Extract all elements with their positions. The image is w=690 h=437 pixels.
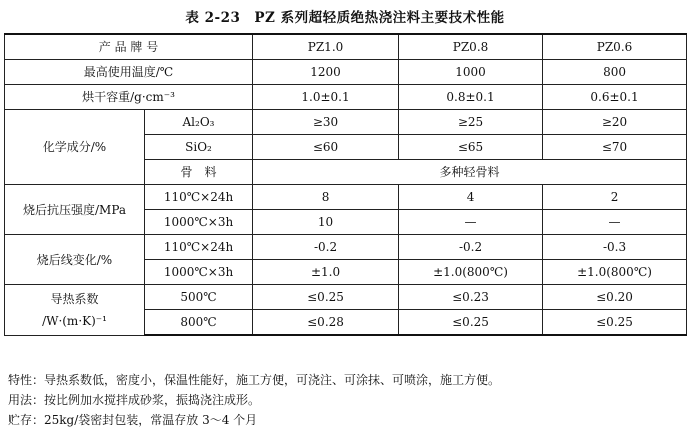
value-cell: 多种轻骨料 — [253, 160, 687, 185]
row-label: 烘干容重/g·cm⁻³ — [5, 85, 253, 110]
value-cell: ≤0.25 — [253, 285, 399, 310]
sub-label: 1000℃×3h — [145, 210, 253, 235]
value-cell: ±1.0(800℃) — [399, 260, 543, 285]
value-cell: 0.6±0.1 — [543, 85, 687, 110]
value-cell: ≥20 — [543, 110, 687, 135]
value-cell: -0.2 — [253, 235, 399, 260]
sub-label: 800℃ — [145, 310, 253, 336]
spec-table — [4, 33, 687, 336]
sub-label: 110℃×24h — [145, 235, 253, 260]
value-cell: ≤0.25 — [399, 310, 543, 336]
value-cell: ≤0.25 — [543, 310, 687, 336]
value-cell: -0.2 — [399, 235, 543, 260]
value-cell: — — [543, 210, 687, 235]
sub-label: 1000℃×3h — [145, 260, 253, 285]
table-row — [5, 34, 687, 60]
table-title: 表 2-23 PZ 系列超轻质绝热浇注料主要技术性能 — [185, 10, 505, 26]
table-row — [5, 185, 687, 210]
value-cell: 1200 — [253, 60, 399, 85]
value-cell: ≤0.23 — [399, 285, 543, 310]
note-usage: 用法：按比例加水搅拌成砂浆，振捣浇注成形。 — [8, 393, 261, 407]
value-cell: 1000 — [399, 60, 543, 85]
value-cell: ≤70 — [543, 135, 687, 160]
value-cell: 8 — [253, 185, 399, 210]
value-cell: ≥30 — [253, 110, 399, 135]
value-cell: ±1.0 — [253, 260, 399, 285]
value-cell: 2 — [543, 185, 687, 210]
table-row — [5, 235, 687, 260]
table-row — [5, 285, 687, 310]
row-label: 烧后线变化/% — [5, 235, 145, 285]
note-features: 特性：导热系数低，密度小，保温性能好，施工方便，可浇注、可涂抹、可喷涂，施工方便。 — [8, 373, 501, 387]
value-cell: 4 — [399, 185, 543, 210]
conductivity-label-line1: 导热系数 — [50, 291, 99, 306]
table-row — [5, 60, 687, 85]
value-cell: ≤65 — [399, 135, 543, 160]
notes — [8, 370, 500, 430]
value-cell: 1.0±0.1 — [253, 85, 399, 110]
sub-label: SiO₂ — [145, 135, 253, 160]
row-label — [5, 285, 145, 336]
value-cell: ≤60 — [253, 135, 399, 160]
sub-label: 110℃×24h — [145, 185, 253, 210]
note-storage: 贮存：25kg/袋密封包装，常温存放 3～4 个月 — [8, 413, 258, 427]
table-row — [5, 85, 687, 110]
value-cell: ≤0.20 — [543, 285, 687, 310]
value-cell: — — [399, 210, 543, 235]
header-label: 产 品 牌 号 — [5, 34, 253, 60]
row-label: 最高使用温度/℃ — [5, 60, 253, 85]
value-cell: ≤0.28 — [253, 310, 399, 336]
sub-label: 500℃ — [145, 285, 253, 310]
row-label: 化学成分/% — [5, 110, 145, 185]
grade-cell: PZ0.6 — [543, 34, 687, 60]
conductivity-label-line2: /W·(m·K)⁻¹ — [42, 313, 107, 328]
value-cell: 800 — [543, 60, 687, 85]
grade-cell: PZ1.0 — [253, 34, 399, 60]
table-row — [5, 110, 687, 135]
grade-cell: PZ0.8 — [399, 34, 543, 60]
sub-label: Al₂O₃ — [145, 110, 253, 135]
sub-label: 骨 料 — [145, 160, 253, 185]
value-cell: ±1.0(800℃) — [543, 260, 687, 285]
value-cell: 10 — [253, 210, 399, 235]
value-cell: 0.8±0.1 — [399, 85, 543, 110]
value-cell: ≥25 — [399, 110, 543, 135]
row-label: 烧后抗压强度/MPa — [5, 185, 145, 235]
value-cell: -0.3 — [543, 235, 687, 260]
